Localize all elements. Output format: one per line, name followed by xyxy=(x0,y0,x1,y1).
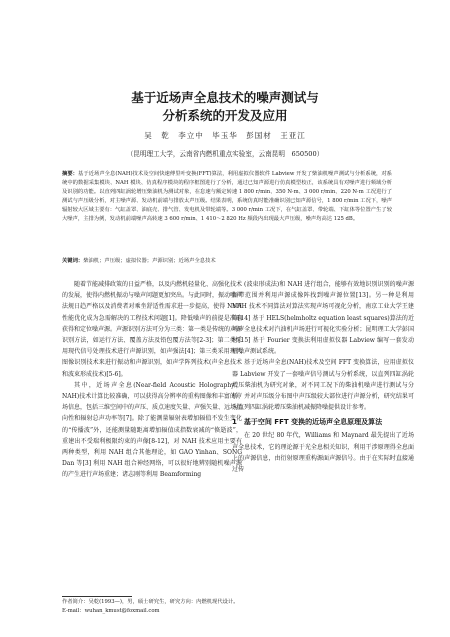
left-column xyxy=(62,279,242,481)
footnote-author-info: 作者简介：吴乾(1993—)，男，硕士研究生，研究方向：内燃机现代设计。 xyxy=(62,599,239,605)
footnote xyxy=(62,598,392,615)
paragraph: 基于近场声全息(NAH)技术及空间 FFT 变换算法，应用虚拟仪器 Labview 开发了一套噪声信号测试与分析系统，以直列四缸涡轮增压柴油机为研究对象，对不同工况下的柴油机噪声进行测试与分析，并对声压级分布图中声压级较大部位进行声源分析，研究结果可为直列四缸涡轮增压柴油机减振降噪提供设计参考。 xyxy=(232,359,414,412)
paragraph: 随着节能减排政策的日益严格，以及内燃机轻量化、高强化技术的发展，使得内燃机振动与噪声问题更加突出。与此同时，振动噪声法规日趋严格以及消费者对乘坐舒适性需求进一步提高，使得 NVH 性能优化成为急需解决的工程技术问题[1]。降低噪声的前提是准确获得和定位噪声源。声源识别方法可分为三类：第一类是传统的声源识别方法，如运行方法、覆盖方法及铅包覆方法等[2-3]；第二类采用现代信号处理技术进行声源识别，如声强法[4]；第三类采用现代图像识别技术来进行振动和声源识别，如声学阵列技术(声全息技术和波束形成技术)[5-6]。 xyxy=(62,281,243,378)
abstract-label: 摘要： xyxy=(62,171,78,177)
paper-title-line-1: 基于近场声全息技术的噪声测试与 xyxy=(131,90,319,105)
keywords-text: 柴油机；声压级；虚拟仪器；声源识别；近场声全息技术 xyxy=(83,258,216,264)
paragraph: 在 20 世纪 80 年代，Williams 和 Maynard 最先提出了近场声全息技术，它的理论源于光全息相关知识，利用干涉原理得全息面上的声源信息，由衍射原理重构源面声源信号。由于在实际时直接通过传 xyxy=(232,432,414,474)
paper-title-line-2: 分析系统的开发及应用 xyxy=(162,108,288,123)
keywords xyxy=(62,257,392,266)
footnote-divider xyxy=(62,596,132,597)
paper-title xyxy=(0,89,450,125)
footnote-email: E-mail：wuhan_kmust@foxmail.com xyxy=(62,607,160,614)
paragraph: (波束形成法)和 NAH 进行组合，能够有效地识别识别的噪声源频带范围并利用声源成像阵找到噪声源位置[13]。另一种是利用 NAH 技术不同算法对算法实现声场可视化分析，南京工业大学王建等[14] 基于 HELS(helmholtz equation least squares)算法的近场声全息技术对汽油机声场进行可视化实验分析；昆明理工大学彭国材[15] 基于 Fourier 变换法利用虚拟仪器 Labview 编写一套发动机噪声测试系统。 xyxy=(232,281,414,356)
abstract xyxy=(62,170,392,223)
paragraph: 其中，近场声全息(Near-field Acoustic Holography，NAH)技术计算比较准确，可以获得高分辨率的重构图像和丰富的声场信息，包括三维空间中的声压、质点速度矢量、声强矢量、远场指向性和辐射总声功率等[7]。除了能测量辐射表增加辐值不发生变化的“传播波”外，还能测量随距离增加辐值成指数衰减的“倏逝波”，重建出不受瑞利极限约束的声像[8-12]，对 NAH 技术应用主要有两种类型，利用 NAH 组合其他理论，如 GAO Yinhan、SONG Dan 等[3] 利用 NAH 组合神经网络，可以很好地辨别随机噪声源的产生进行声场重建；诸志刚等利用 Beamforming xyxy=(62,381,243,479)
keywords-label: 关键词： xyxy=(62,258,84,264)
section-heading: 1 基于空间 FFT 变换的近场声全息原理及算法 xyxy=(232,418,383,427)
right-column xyxy=(232,279,414,475)
affiliation: （昆明理工大学，云南省内燃机重点实验室，云南昆明 650500） xyxy=(126,150,324,158)
abstract-text: 基于近场声全息(NAH)技术及空间快速傅里叶变换(FFT)算法，利用虚拟仪器软件 Labview 开发了柴油机噪声测试与分析系统，对系统中的数据采集模块、NAH 模块、仿真程序模块的程序框图进行了分析，通过已知声源进行仿真模型校正，该系统具有对噪声进行频域分析及识别的功能。以直列四缸涡轮增压柴油机为测试对象，在怠速与额定转速 1 800 r/min、350 N·m、3 000 r/min、220 N·m 工况进行了测试与声压级分析，对主噪声源、发动机前端与排放太声压级。结果表明，系统仿真时能准确识别已知声源信号，1 800 r/min 工况下，噪声辐射较大区域主要有：气缸盖罩、油底壳、排气管、发电机及带轮端等。3 000 r/min 工况下，在气缸盖罩、带轮端、下缸体等位置产生了较大噪声，主排为例，发动机前端噪声高转速 3 600 r/min、1 410～2 820 Hz 频段内出现最大声压级，噪声均高达 125 dB。 xyxy=(62,171,392,222)
authors: 吴 乾 李立中 毕玉华 彭国材 王亚江 xyxy=(144,131,306,140)
